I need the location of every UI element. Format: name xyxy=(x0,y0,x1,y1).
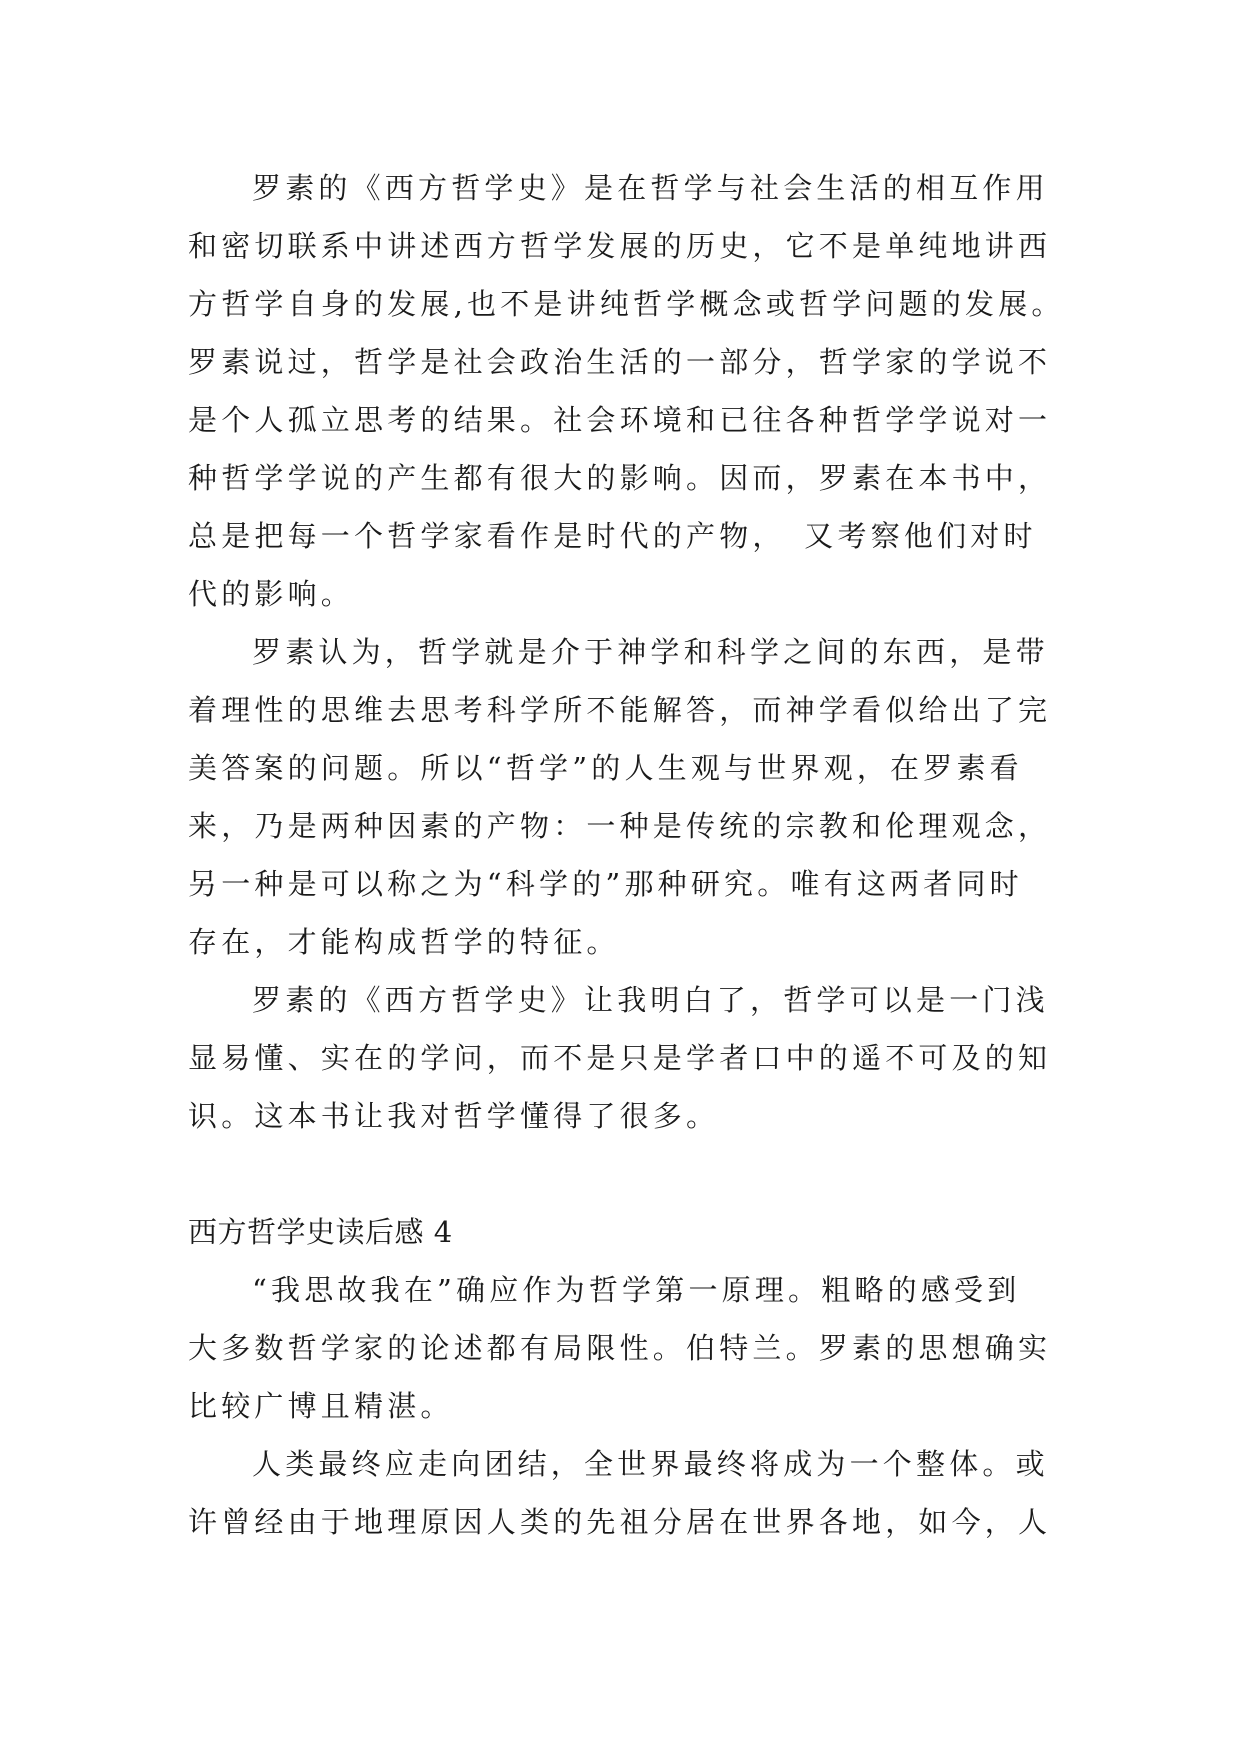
body-text-line: 罗素认为，哲学就是介于神学和科学之间的东西，是带 xyxy=(252,635,1049,669)
body-text-line: 人类最终应走向团结，全世界最终将成为一个整体。或 xyxy=(252,1447,1049,1481)
body-text-line: 着理性的思维去思考科学所不能解答，而神学看似给出了完 xyxy=(188,693,1052,727)
body-text-line: 另一种是可以称之为“科学的”那种研究。唯有这两者同时 xyxy=(188,867,1023,901)
body-text-line: 罗素说过，哲学是社会政治生活的一部分，哲学家的学说不 xyxy=(188,345,1052,379)
body-text-line: 是个人孤立思考的结果。社会环境和已往各种哲学学说对一 xyxy=(188,403,1052,437)
body-text-line: 罗素的《西方哲学史》是在哲学与社会生活的相互作用 xyxy=(252,171,1049,205)
body-text-line: 种哲学学说的产生都有很大的影响。因而，罗素在本书中， xyxy=(188,461,1052,495)
body-text-line: 存在，才能构成哲学的特征。 xyxy=(188,925,620,959)
body-text-line: 方哲学自身的发展,也不是讲纯哲学概念或哲学问题的发展。 xyxy=(188,287,1065,321)
body-text-line: 罗素的《西方哲学史》让我明白了，哲学可以是一门浅 xyxy=(252,983,1049,1017)
body-text-line: 总是把每一个哲学家看作是时代的产物， 又考察他们对时 xyxy=(188,519,1037,553)
body-text-line: 和密切联系中讲述西方哲学发展的历史，它不是单纯地讲西 xyxy=(188,229,1052,263)
section-heading: 西方哲学史读后感 4 xyxy=(188,1215,453,1249)
body-text-line: 许曾经由于地理原因人类的先祖分居在世界各地，如今，人 xyxy=(188,1505,1052,1539)
body-text-line: 识。这本书让我对哲学懂得了很多。 xyxy=(188,1099,720,1133)
body-text-line: “我思故我在”确应作为哲学第一原理。粗略的感受到 xyxy=(252,1273,1021,1307)
body-text-line: 美答案的问题。所以“哲学”的人生观与世界观，在罗素看 xyxy=(188,751,1023,785)
body-text-line: 大多数哲学家的论述都有局限性。伯特兰。罗素的思想确实 xyxy=(188,1331,1052,1365)
body-text-line: 来，乃是两种因素的产物：一种是传统的宗教和伦理观念， xyxy=(188,809,1052,843)
body-text-line: 显易懂、实在的学问，而不是只是学者口中的遥不可及的知 xyxy=(188,1041,1052,1075)
body-text-line: 代的影响。 xyxy=(188,577,355,611)
body-text-line: 比较广博且精湛。 xyxy=(188,1389,454,1423)
